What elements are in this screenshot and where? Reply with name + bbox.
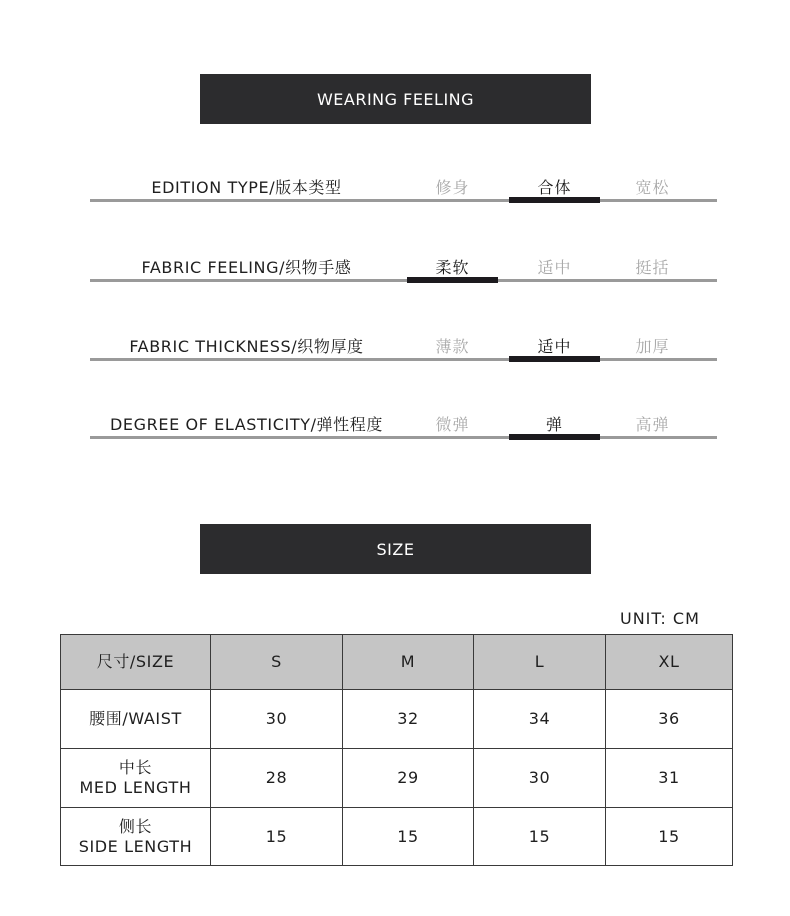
table-cell: 36 xyxy=(606,690,733,749)
feel-track xyxy=(90,279,717,282)
feel-label: EDITION TYPE/版本类型 xyxy=(151,178,342,197)
table-header-cell: S xyxy=(211,635,343,690)
table-header-cell: M xyxy=(343,635,474,690)
size-banner xyxy=(200,524,591,574)
feel-track xyxy=(90,358,717,361)
feel-row-fabric-feeling xyxy=(90,255,717,285)
row-label-cn: 中长 xyxy=(118,758,153,777)
feel-option-selected: 柔软 xyxy=(435,258,470,277)
feel-option: 加厚 xyxy=(635,337,670,356)
row-label-en: SIDE LENGTH xyxy=(78,836,193,856)
feel-option: 微弹 xyxy=(435,415,470,434)
table-cell: 28 xyxy=(211,749,343,808)
wearing-feeling-title: WEARING FEELING xyxy=(316,89,475,109)
feel-track xyxy=(90,199,717,202)
row-label-cell: 腰围/WAIST xyxy=(61,690,211,749)
feel-label: FABRIC FEELING/织物手感 xyxy=(141,258,352,277)
table-cell: 32 xyxy=(343,690,474,749)
table-header-cell: XL xyxy=(606,635,733,690)
feel-selected-mark xyxy=(407,277,498,283)
size-table xyxy=(60,634,733,866)
wearing-feeling-banner xyxy=(200,74,591,124)
row-label-en: MED LENGTH xyxy=(79,778,192,797)
feel-row-fabric-thickness xyxy=(90,334,717,364)
table-row xyxy=(61,690,733,749)
feel-option: 宽松 xyxy=(635,178,670,197)
table-cell: 15 xyxy=(474,808,606,866)
feel-option: 适中 xyxy=(537,258,572,277)
table-header-row xyxy=(61,635,733,690)
feel-option-selected: 合体 xyxy=(537,178,572,197)
table-cell: 15 xyxy=(606,808,733,866)
table-cell: 34 xyxy=(474,690,606,749)
table-cell: 29 xyxy=(343,749,474,808)
feel-option-selected: 弹 xyxy=(545,415,563,434)
feel-option-selected: 适中 xyxy=(537,337,572,356)
feel-option: 修身 xyxy=(435,178,470,197)
feel-label: DEGREE OF ELASTICITY/弹性程度 xyxy=(110,415,383,434)
feel-selected-mark xyxy=(509,197,600,203)
unit-label: UNIT: CM xyxy=(620,609,700,628)
feel-row-elasticity xyxy=(90,412,717,442)
feel-option: 高弹 xyxy=(635,415,670,434)
row-label-cn: 侧长 xyxy=(118,816,153,836)
feel-row-edition-type xyxy=(90,175,717,205)
table-row xyxy=(61,808,733,866)
feel-label: FABRIC THICKNESS/织物厚度 xyxy=(129,337,364,356)
table-header-cell: L xyxy=(474,635,606,690)
feel-selected-mark xyxy=(509,356,600,362)
row-label-cell xyxy=(61,749,211,808)
feel-option: 挺括 xyxy=(635,258,670,277)
table-cell: 31 xyxy=(606,749,733,808)
feel-selected-mark xyxy=(509,434,600,440)
table-row xyxy=(61,749,733,808)
table-cell: 30 xyxy=(474,749,606,808)
table-cell: 15 xyxy=(343,808,474,866)
table-cell: 15 xyxy=(211,808,343,866)
table-cell: 30 xyxy=(211,690,343,749)
row-label-cell xyxy=(61,808,211,866)
table-header-cell: 尺寸/SIZE xyxy=(61,635,211,690)
feel-option: 薄款 xyxy=(435,337,470,356)
feel-track xyxy=(90,436,717,439)
size-title: SIZE xyxy=(376,539,415,559)
